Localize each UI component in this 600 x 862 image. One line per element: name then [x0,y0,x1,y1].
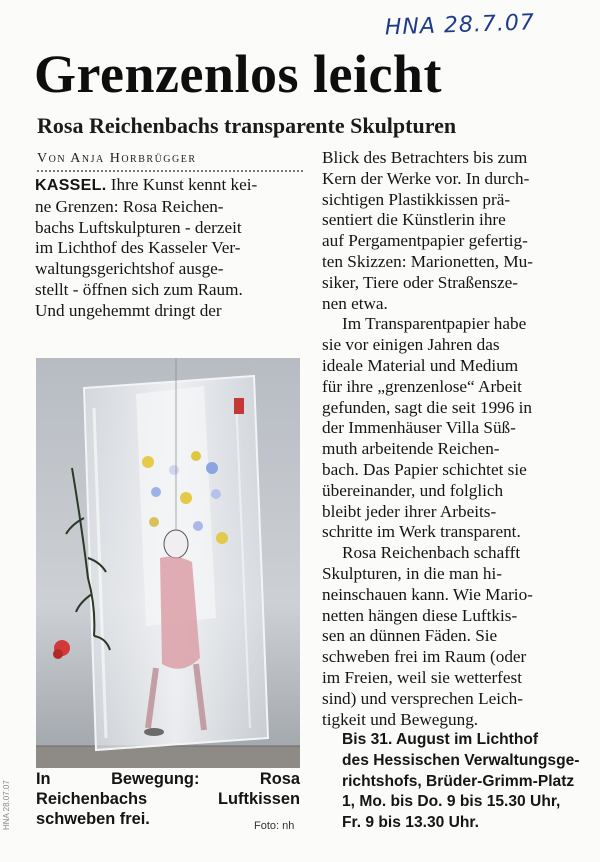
paragraph-4 [322,543,585,730]
info-line: 1, Mo. bis Do. 9 bis 15.30 Uhr, [342,793,561,811]
text-line: gefunden, sagt die seit 1996 in [322,397,533,417]
text-line: waltungsgerichtshof ausge- [35,259,224,279]
photo-credit: Foto: nh [254,820,295,832]
text-line: ideale Material und Medium [322,355,519,375]
info-line: des Hessischen Verwaltungsge- [342,751,580,769]
text-line: für ihre „grenzenlose“ Arbeit [322,376,522,396]
text-line: siker, Tiere oder Straßensze- [322,272,518,292]
photo-caption: In Bewegung: Rosa Reichenbachs Luftkissen schweben frei. [36,770,300,828]
text-line: schweben frei im Raum (oder [322,647,527,667]
sculpture-illustration [36,358,300,768]
sculpture-photo [36,358,300,768]
text-line: Rosa Reichenbach schafft [342,543,521,563]
text-line: im Lichthof des Kasseler Ver- [35,238,241,258]
column-2 [322,148,585,833]
paragraph-2 [322,148,585,314]
column-1 [35,175,300,322]
text-line: sind) und versprechen Leich- [322,688,523,708]
subtitle: Rosa Reichenbachs transparente Skulpturen [37,113,457,138]
text-line: sie vor einigen Jahren das [322,335,500,355]
exhibition-info [322,730,585,833]
text-line: sen an dünnen Fäden. Sie [322,626,498,646]
info-line: Bis 31. August im Lichthof [342,731,539,749]
text-line: Im Transparentpapier habe [342,314,527,334]
text-line: auf Pergamentpapier gefertig- [322,231,528,251]
text-line: ne Grenzen: Rosa Reichen- [35,196,224,216]
text-line: bleibt jeder ihrer Arbeits- [322,501,497,521]
paragraph-1 [35,175,300,322]
text-line: neinschauen kann. Wie Mario- [322,584,533,604]
text-line: bach. Das Papier schichtet sie [322,459,527,479]
text-line: Und ungehemmt dringt der [35,300,222,320]
text-line: sentiert die Künstlerin ihre [322,210,506,230]
text-line: schritte im Werk transparent. [322,522,521,542]
archive-side-note: HNA 28.07.07 [2,780,11,830]
info-line: Fr. 9 bis 13.30 Uhr. [342,813,479,831]
text-line: muth arbeitende Reichen- [322,439,500,459]
text-line: Skulpturen, in die man hi- [322,563,502,583]
text-line: Blick des Betrachters bis zum [322,148,528,167]
text-line: nen etwa. [322,293,388,313]
handwritten-note: HNA 28.7.07 [384,10,536,41]
headline: Grenzenlos leicht [34,44,442,104]
paragraph-3 [322,314,585,543]
text-line: bachs Luftskulpturen - derzeit [35,217,242,237]
text-line: im Freien, weil sie wetterfest [322,667,522,687]
dateline: KASSEL. [35,177,107,194]
text-line: Kern der Werke vor. In durch- [322,168,530,188]
text-line: netten hängen diese Luftkis- [322,605,518,625]
info-line: richtshofs, Brüder-Grimm-Platz [342,772,575,790]
text-line: übereinander, und folglich [322,480,504,500]
byline: Von Anja Horbrügger [37,150,303,172]
text-line: Ihre Kunst kennt kei- [110,175,258,194]
text-line: der Immenhäuser Villa Süß- [322,418,516,438]
text-line: tigkeit und Bewegung. [322,709,479,729]
text-line: ten Skizzen: Marionetten, Mu- [322,251,533,271]
text-line: sichtigen Plastikkissen prä- [322,189,511,209]
text-line: stellt - öffnen sich zum Raum. [35,279,243,299]
